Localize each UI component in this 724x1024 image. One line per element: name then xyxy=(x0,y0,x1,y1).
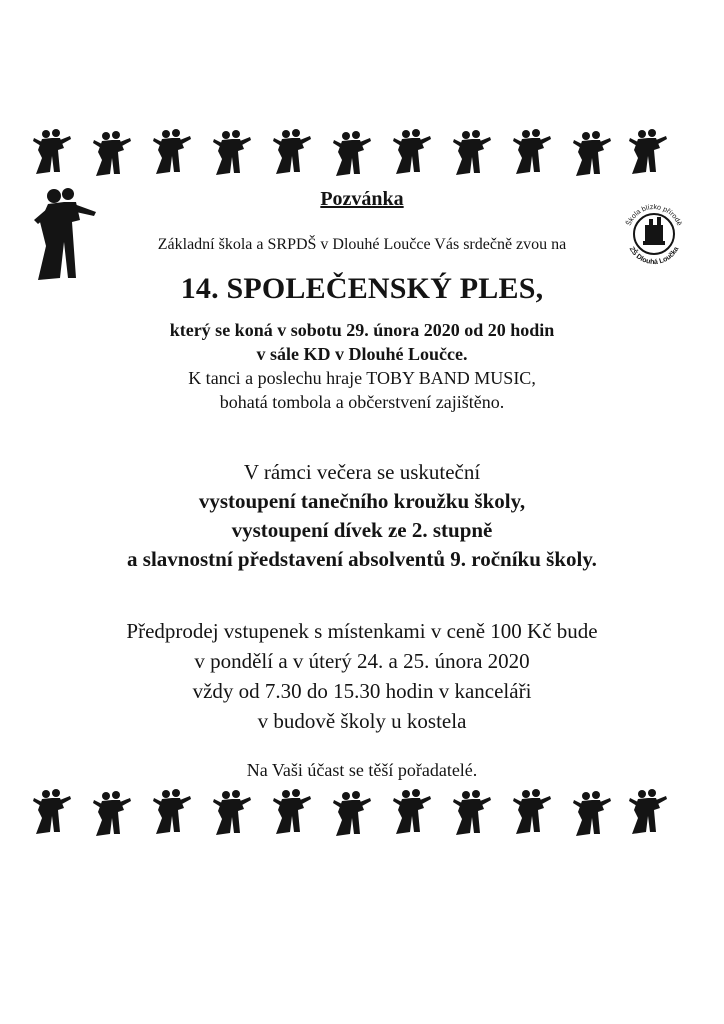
presale-line: Předprodej vstupenek s místenkami v ceně 100 Kč bude xyxy=(126,619,598,643)
program-item: a slavnostní představení absolventů 9. ročníku školy. xyxy=(127,547,597,571)
program-item: vystoupení dívek ze 2. stupně xyxy=(231,518,493,542)
stamp-bottom-text: ZŠ Dlouhá Loučka xyxy=(627,245,681,267)
closing-text: Na Vaši účast se těší pořadatelé. xyxy=(246,760,478,780)
dancing-couples-icon xyxy=(28,128,668,176)
event-details xyxy=(0,318,724,414)
program-section xyxy=(0,458,724,574)
event-date-line: který se koná v sobotu 29. února 2020 od 20 hodin xyxy=(169,320,555,340)
top-dancers-row xyxy=(28,128,668,176)
event-venue-line: v sále KD v Dlouhé Loučce. xyxy=(256,344,468,364)
presale-line: v budově školy u kostela xyxy=(257,709,467,733)
presale-line: v pondělí a v úterý 24. a 25. února 2020 xyxy=(194,649,530,673)
intro-text: Základní škola a SRPDŠ v Dlouhé Loučce Vás srdečně zvou na xyxy=(157,236,567,253)
page-title: Pozvánka xyxy=(320,188,404,210)
event-headline: 14. SPOLEČENSKÝ PLES, xyxy=(180,272,544,305)
dancing-couples-icon xyxy=(28,788,668,836)
presale-section xyxy=(0,616,724,736)
program-intro: V rámci večera se uskuteční xyxy=(243,460,481,484)
program-item: vystoupení tanečního kroužku školy, xyxy=(198,489,526,513)
presale-line: vždy od 7.30 do 15.30 hodin v kanceláři xyxy=(192,679,532,703)
stamp-top-text: Škola blízko přírodě xyxy=(625,203,683,227)
bottom-dancers-row xyxy=(28,788,668,836)
event-music-line: K tanci a poslechu hraje TOBY BAND MUSIC, xyxy=(188,368,536,388)
event-tombola-line: bohatá tombola a občerstvení zajištěno. xyxy=(219,392,505,412)
